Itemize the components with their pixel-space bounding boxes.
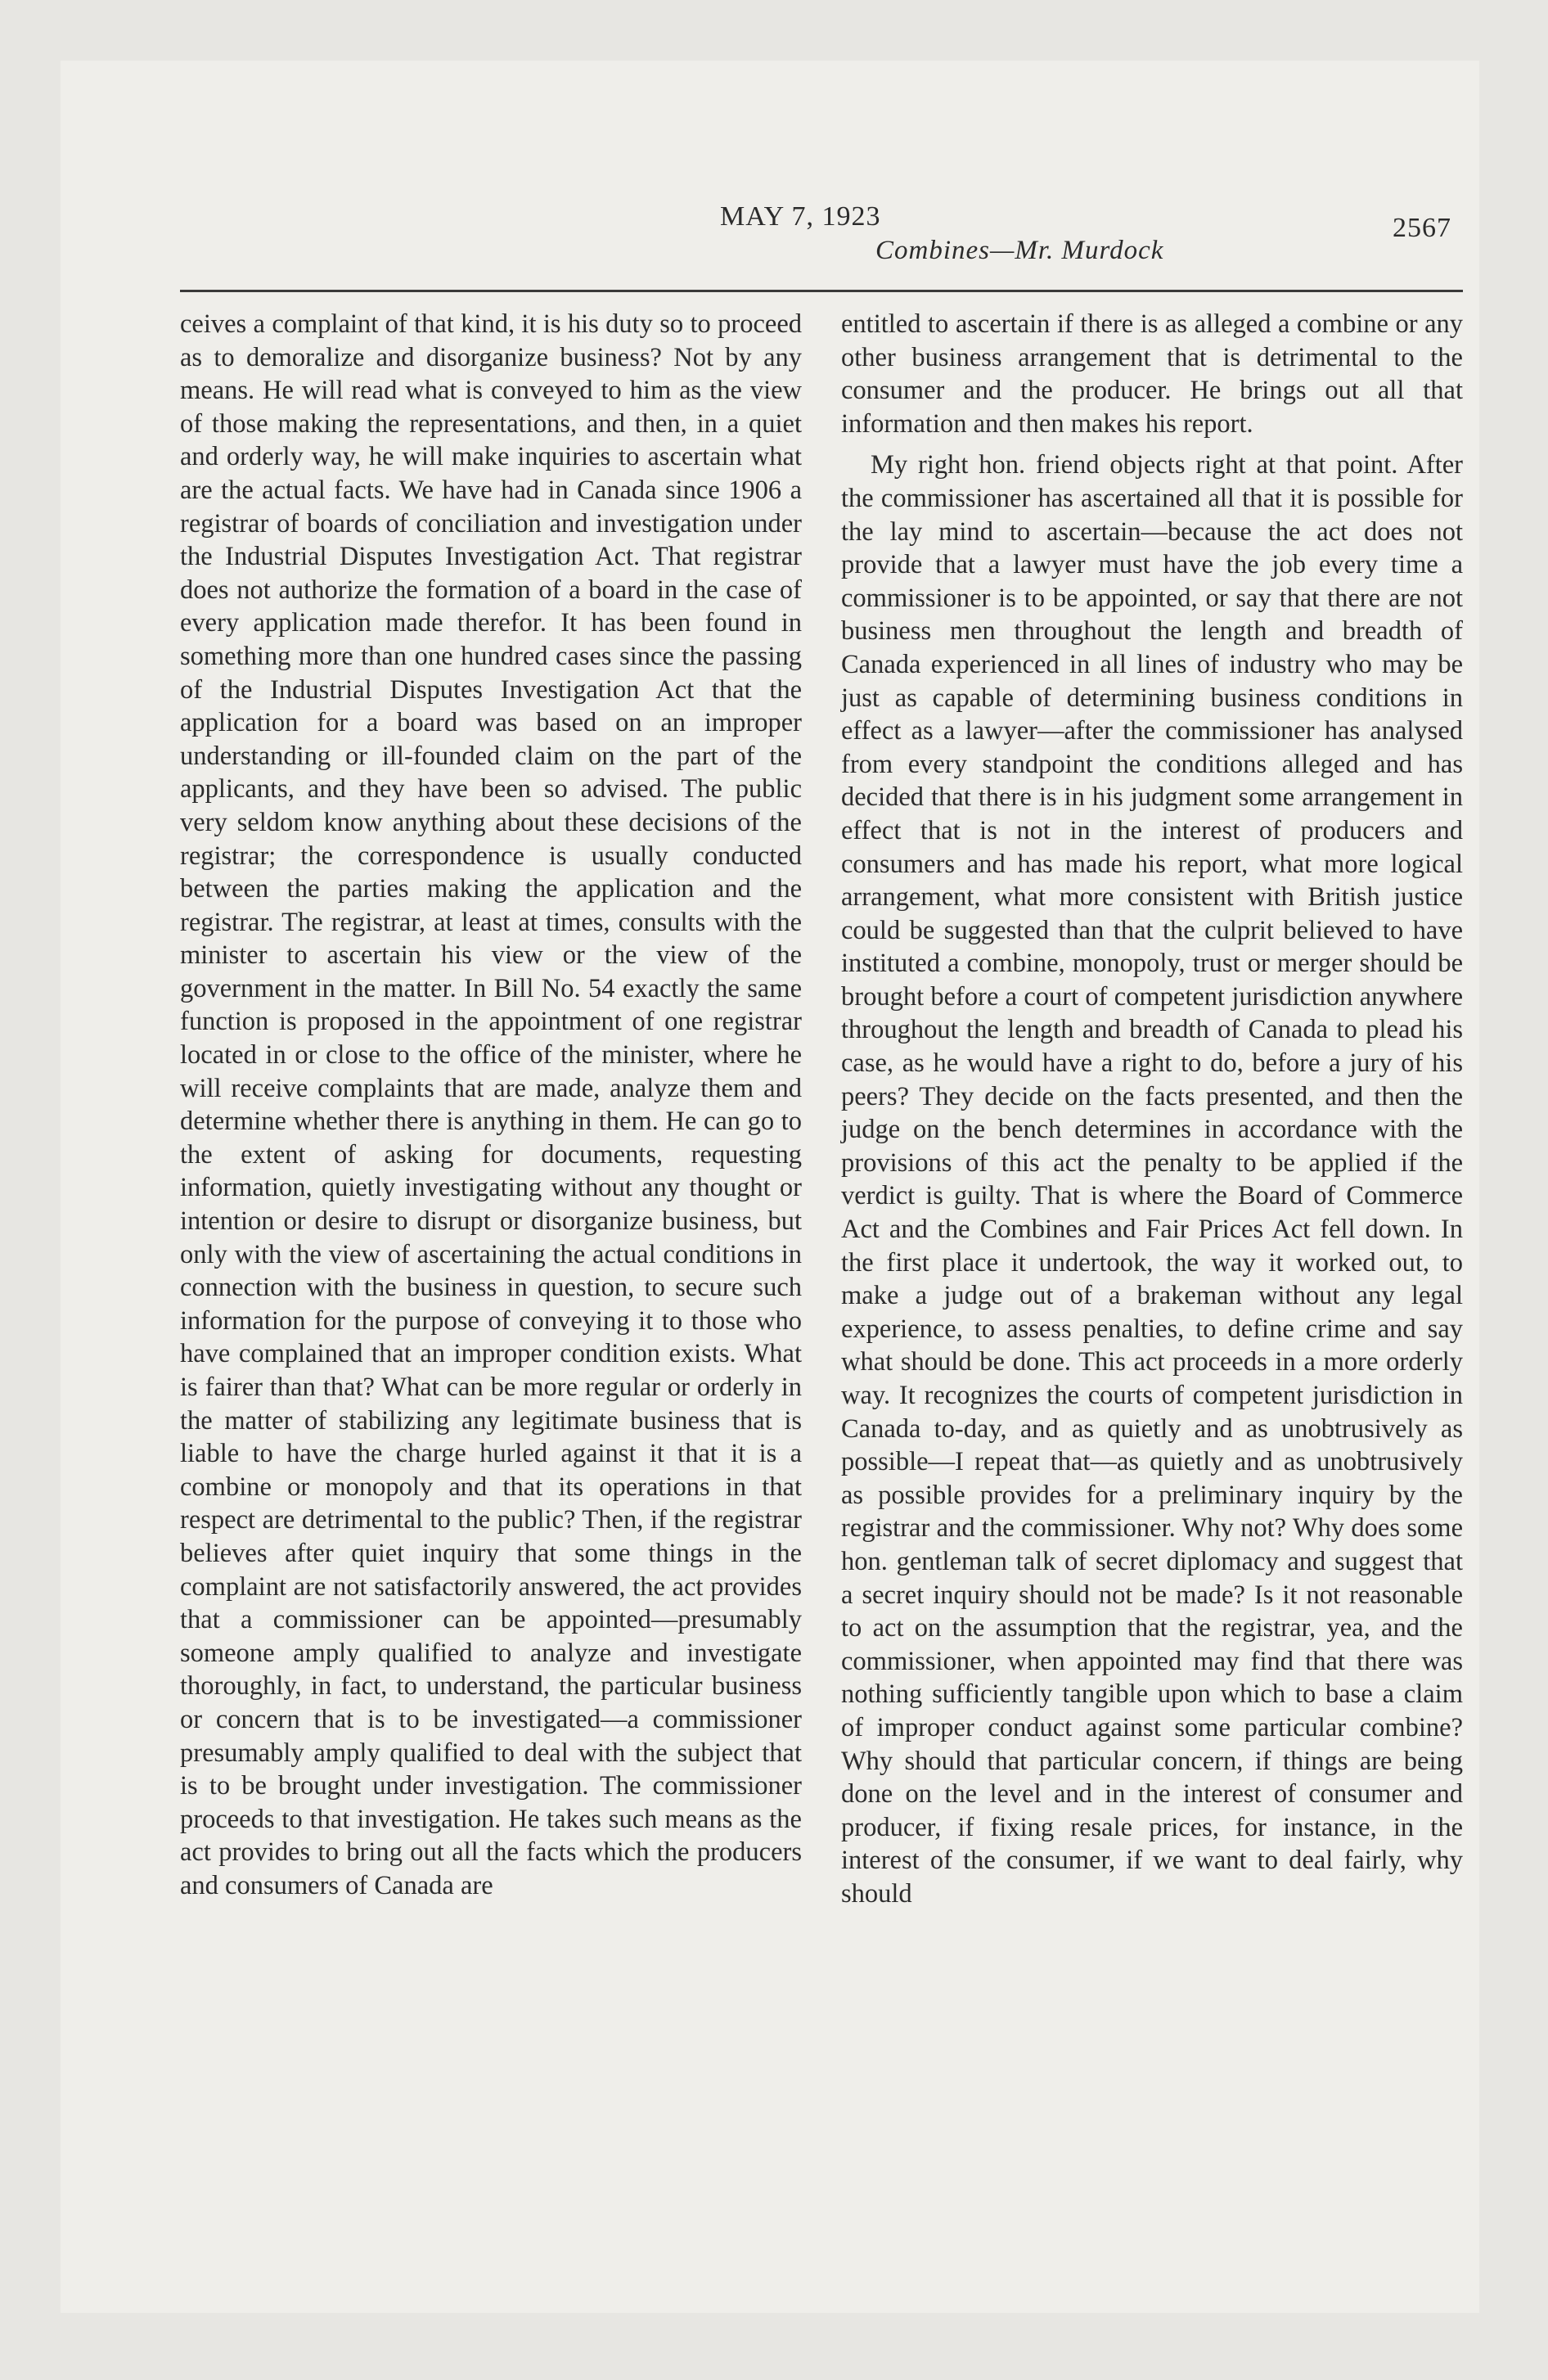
- text-columns: [180, 308, 1463, 1911]
- left-column: [180, 308, 802, 1911]
- right-paragraph-1: entitled to ascertain if there is as alleged a combine or any other business arrangement that is detrimental to the consumer and the producer. He brings out all that information and then makes his report.: [841, 309, 1463, 439]
- page-content: [180, 193, 1463, 2239]
- left-paragraph-1: ceives a complaint of that kind, it is his duty so to proceed as to demoralize and disorganize business? Not by any means. He will read what is conveyed to him as the view of those making the representations, and then, in a quiet and orderly way, he will make inquiries to ascertain what are the actual facts. We have had in Canada since 1906 a registrar of boards of conciliation and investigation under the Industrial Disputes Investigation Act. That registrar does not authorize the formation of a board in the case of every application made therefor. It has been found in something more than one hundred cases since the passing of the Industrial Disputes Investigation Act that the application for a board was based on an improper understanding or ill-founded claim on the part of the applicants, and they have been so advised. The public very seldom know anything about these decisions of the registrar; the correspondence is usually conducted between the parties making the application and the registrar. The registrar, at least at times, consults with the minister to ascertain his view or the view of the government in the matter. In Bill No. 54 exactly the same function is proposed in the appointment of one registrar located in or close to the office of the minister, where he will receive complaints that are made, analyze them and determine whether there is anything in them. He can go to the extent of asking for documents, requesting information, quietly investigating without any thought or intention or desire to disrupt or disorganize business, but only with the view of ascertaining the actual conditions in connection with the business in question, to secure such information for the purpose of conveying it to those who have complained that an improper condition exists. What is fairer than that? What can be more regular or orderly in the matter of stabilizing any legitimate business that is liable to have the charge hurled against it that it is a combine or monopoly and that its operations in that respect are detrimental to the public? Then, if the registrar believes after quiet inquiry that some things in the complaint are not satisfactorily answered, the act provides that a commissioner can be appointed—presumably someone amply qualified to analyze and investigate thoroughly, in fact, to understand, the particular business or concern that is to be investigated—a commissioner presumably amply qualified to deal with the subject that is to be brought under investigation. The commissioner proceeds to that investigation. He takes such means as the act provides to bring out all the facts which the producers and consumers of Canada are: [180, 309, 802, 1900]
- page-number: 2567: [1393, 213, 1451, 243]
- right-paragraph-2: My right hon. friend objects right at that point. After the commissioner has ascertained all that it is possible for the lay mind to ascertain—because the act does not provide that a lawyer must have the job every time a commissioner is to be appointed, or say that there are not business men throughout the length and breadth of Canada experienced in all lines of industry who may be just as capable of determining business conditions in effect as a lawyer—after the commissioner has analysed from every standpoint the conditions alleged and has decided that there is in his judgment some arrangement in effect that is not in the interest of producers and consumers and has made his report, what more logical arrangement, what more consistent with British justice could be suggested than that the culprit believed to have instituted a combine, monopoly, trust or merger should be brought before a court of competent jurisdiction anywhere throughout the length and breadth of Canada to plead his case, as he would have a right to do, before a jury of his peers? They decide on the facts presented, and then the judge on the bench determines in accordance with the provisions of this act the penalty to be applied if the verdict is guilty. That is where the Board of Commerce Act and the Combines and Fair Prices Act fell down. In the first place it undertook, the way it worked out, to make a judge out of a brakeman without any legal experience, to assess penalties, to define crime and say what should be done. This act proceeds in a more orderly way. It recognizes the courts of competent jurisdiction in Canada to-day, and as quietly and as unobtrusively as possible—I repeat that—as quietly and as unobtrusively as possible provides for a preliminary inquiry by the registrar and the commissioner. Why not? Why does some hon. gentleman talk of secret diplomacy and suggest that a secret inquiry should not be made? Is it not reasonable to act on the assumption that the registrar, yea, and the commissioner, when appointed may find that there was nothing sufficiently tangible upon which to base a claim of improper conduct against some particular combine? Why should that particular concern, if things are being done on the level and in the interest of consumer and producer, if fixing resale prices, for instance, in the interest of the consumer, if we want to deal fairly, why should: [841, 450, 1463, 1909]
- right-column: [841, 308, 1463, 1911]
- header-date: MAY 7, 1923: [720, 201, 881, 232]
- running-header: [180, 193, 1463, 268]
- header-rule: [180, 290, 1463, 292]
- scanned-page: [61, 61, 1479, 2313]
- header-section-title: Combines—Mr. Murdock: [875, 236, 1164, 265]
